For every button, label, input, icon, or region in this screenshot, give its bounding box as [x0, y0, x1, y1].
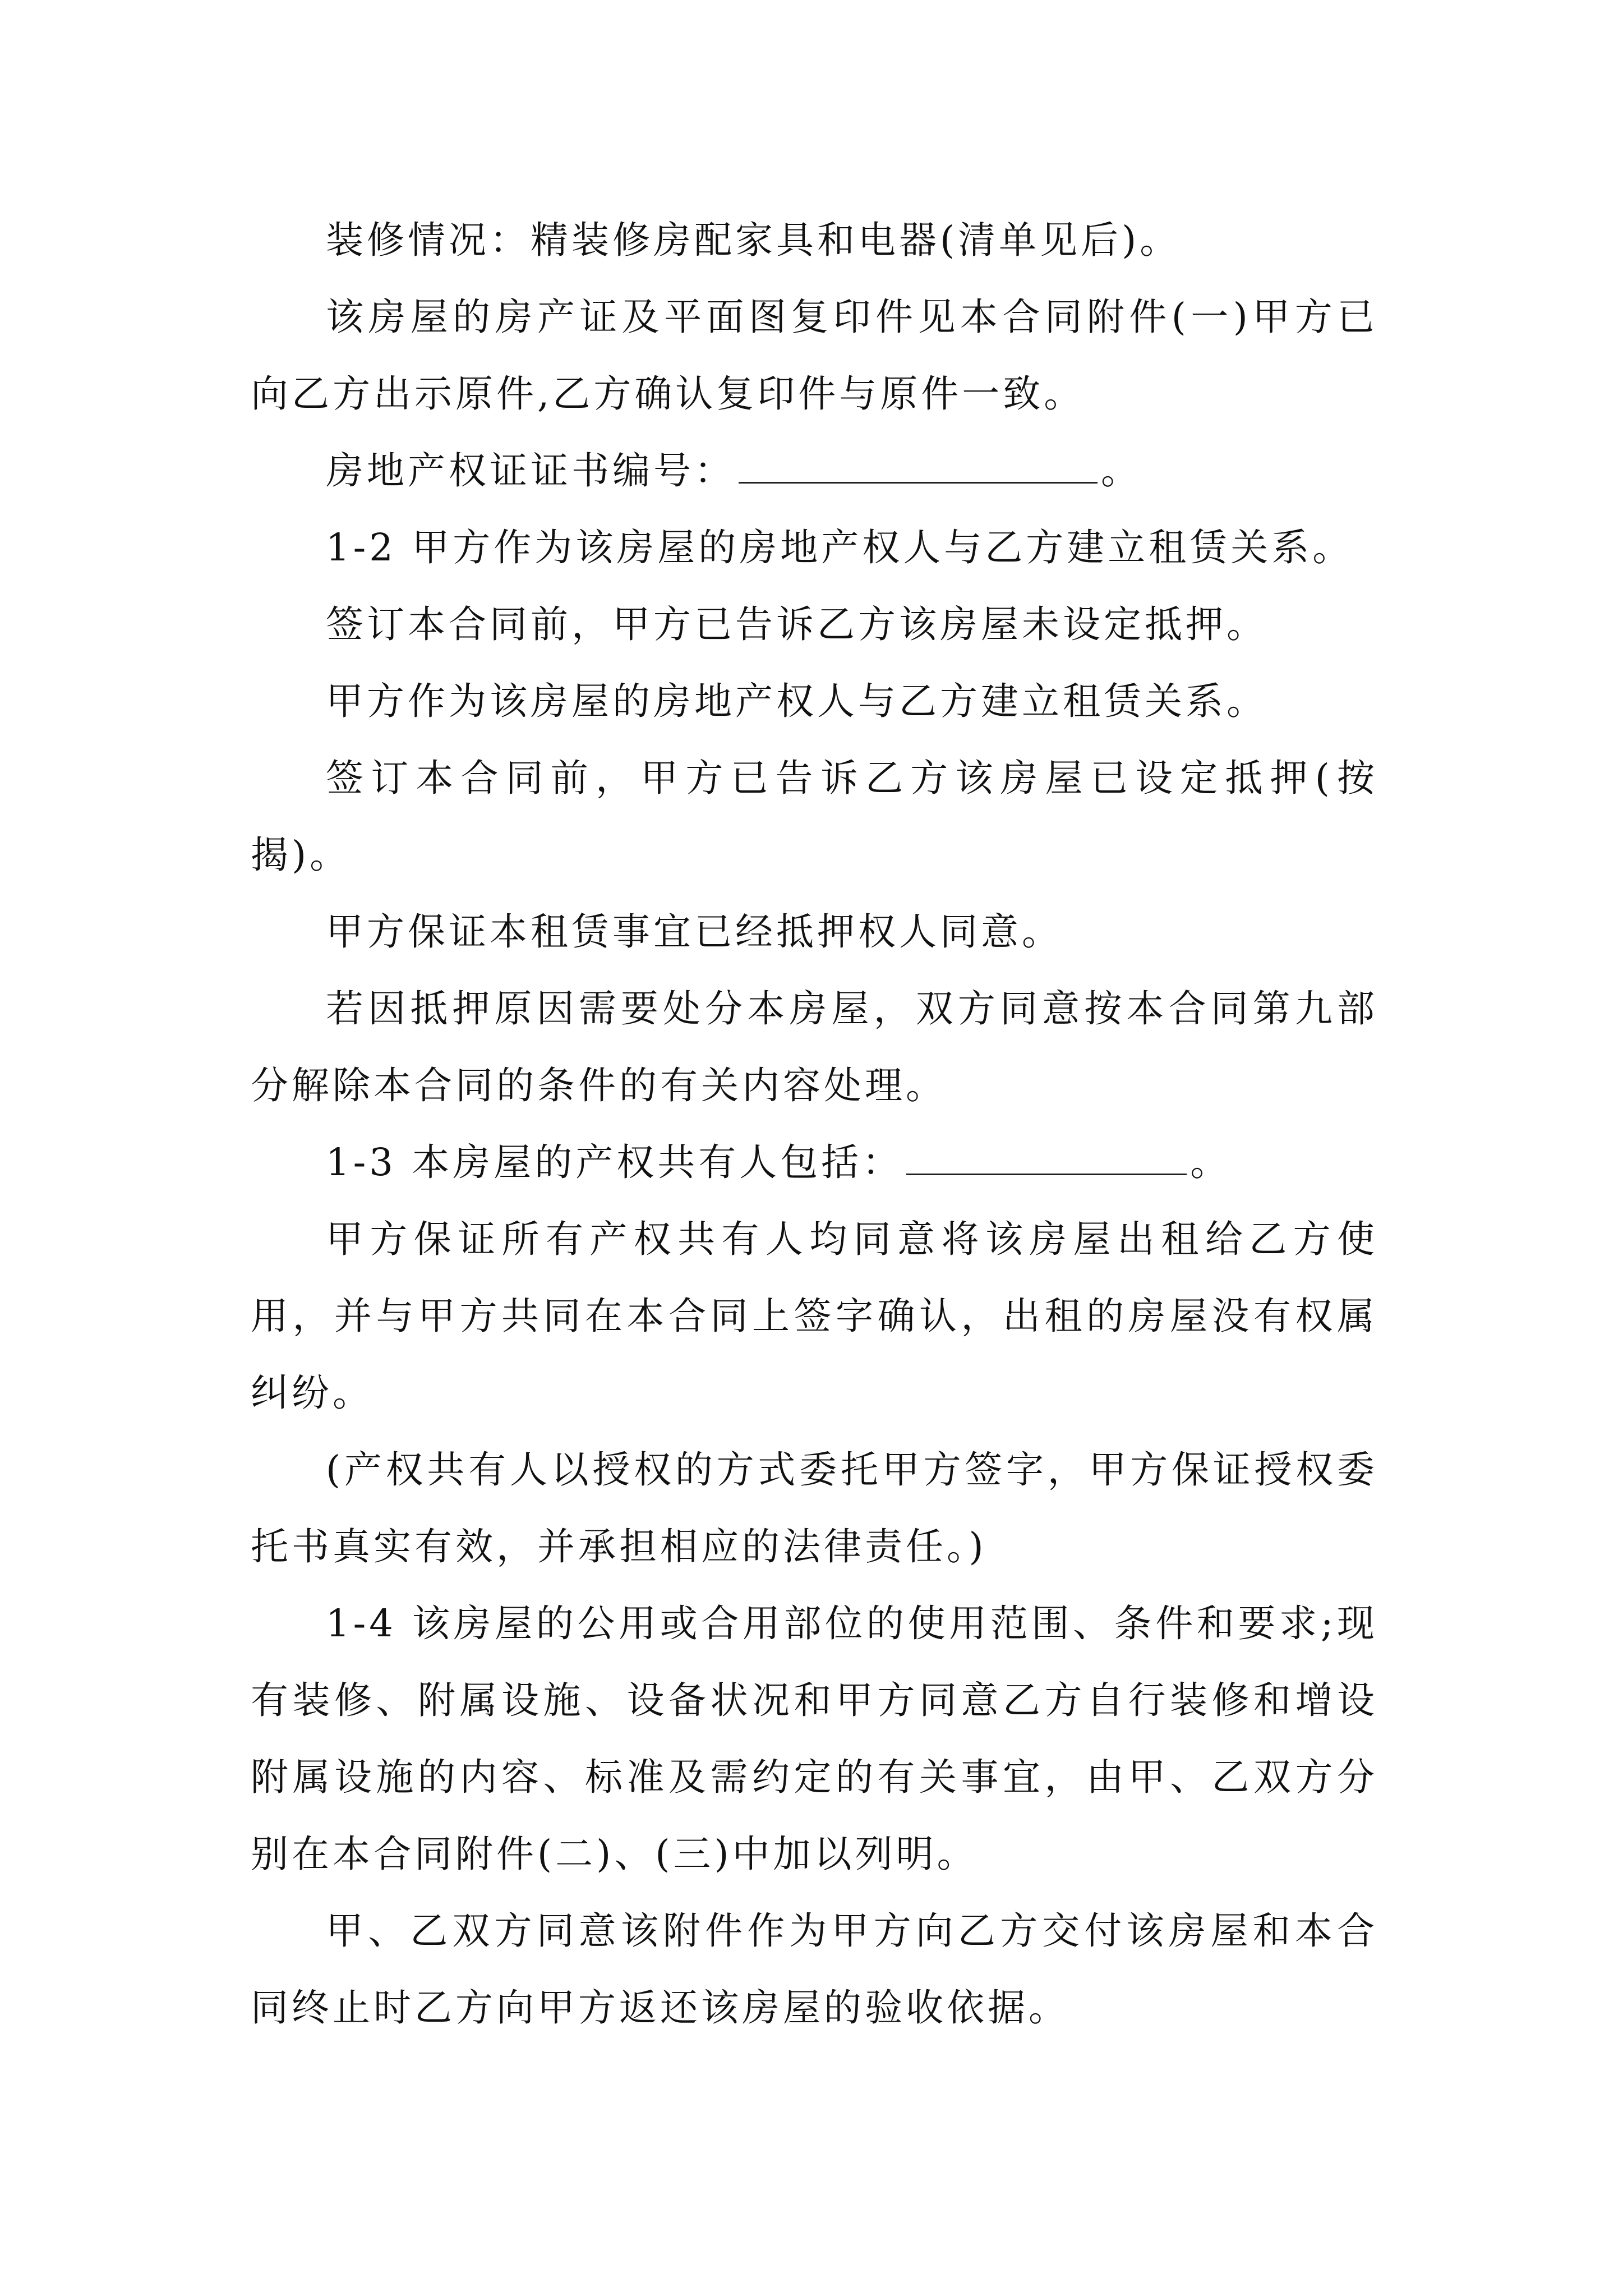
certificate-number-blank — [739, 448, 1098, 484]
certificate-number-label: 房地产权证证书编号： — [326, 449, 735, 493]
paragraph-mortgage-set: 签订本合同前，甲方已告诉乙方该房屋已设定抵押(按揭)。 — [251, 756, 1378, 877]
paragraph-acceptance-basis: 甲、乙双方同意该附件作为甲方向乙方交付该房屋和本合同终止时乙方向甲方返还该房屋的验收依据。 — [251, 1909, 1378, 2030]
paragraph-decoration: 装修情况：精装修房配家具和电器(清单见后)。 — [326, 218, 1181, 262]
paragraph-mortgage-disposal: 若因抵押原因需要处分本房屋，双方同意按本合同第九部分解除本合同的条件的有关内容处理。 — [251, 987, 1378, 1107]
certificate-number-end: 。 — [1101, 449, 1142, 493]
paragraph-mortgagee-consent: 甲方保证本租赁事宜已经抵押权人同意。 — [326, 910, 1063, 954]
paragraph-section-1-4: 1-4 该房屋的公用或合用部位的使用范围、条件和要求;现有装修、附属设施、设备状况和甲方同意乙方自行装修和增设附属设施的内容、标准及需约定的有关事宜，由甲、乙双方分别在本合同附件(二)、(三)中加以列明。 — [251, 1602, 1378, 1876]
paragraph-certificate-copies: 该房屋的房产证及平面图复印件见本合同附件(一)甲方已向乙方出示原件,乙方确认复印件与原件一致。 — [251, 295, 1378, 416]
co-owners-blank — [906, 1140, 1187, 1175]
paragraph-section-1-3 — [251, 1124, 1378, 1201]
co-owners-end: 。 — [1190, 1140, 1232, 1184]
paragraph-section-1-2: 1-2 甲方作为该房屋的房地产权人与乙方建立租赁关系。 — [326, 526, 1354, 569]
co-owners-label: 1-3 本房屋的产权共有人包括： — [326, 1140, 903, 1184]
paragraph-authorization: (产权共有人以授权的方式委托甲方签字，甲方保证授权委托书真实有效，并承担相应的法律责任。) — [251, 1448, 1378, 1568]
document-body — [251, 202, 1378, 2046]
paragraph-co-owners-consent: 甲方保证所有产权共有人均同意将该房屋出租给乙方使用，并与甲方共同在本合同上签字确认，出租的房屋没有权属纠纷。 — [251, 1217, 1378, 1415]
paragraph-certificate-number — [251, 432, 1378, 509]
paragraph-lease-relation: 甲方作为该房屋的房地产权人与乙方建立租赁关系。 — [326, 679, 1267, 723]
paragraph-no-mortgage: 签订本合同前，甲方已告诉乙方该房屋未设定抵押。 — [326, 602, 1267, 646]
